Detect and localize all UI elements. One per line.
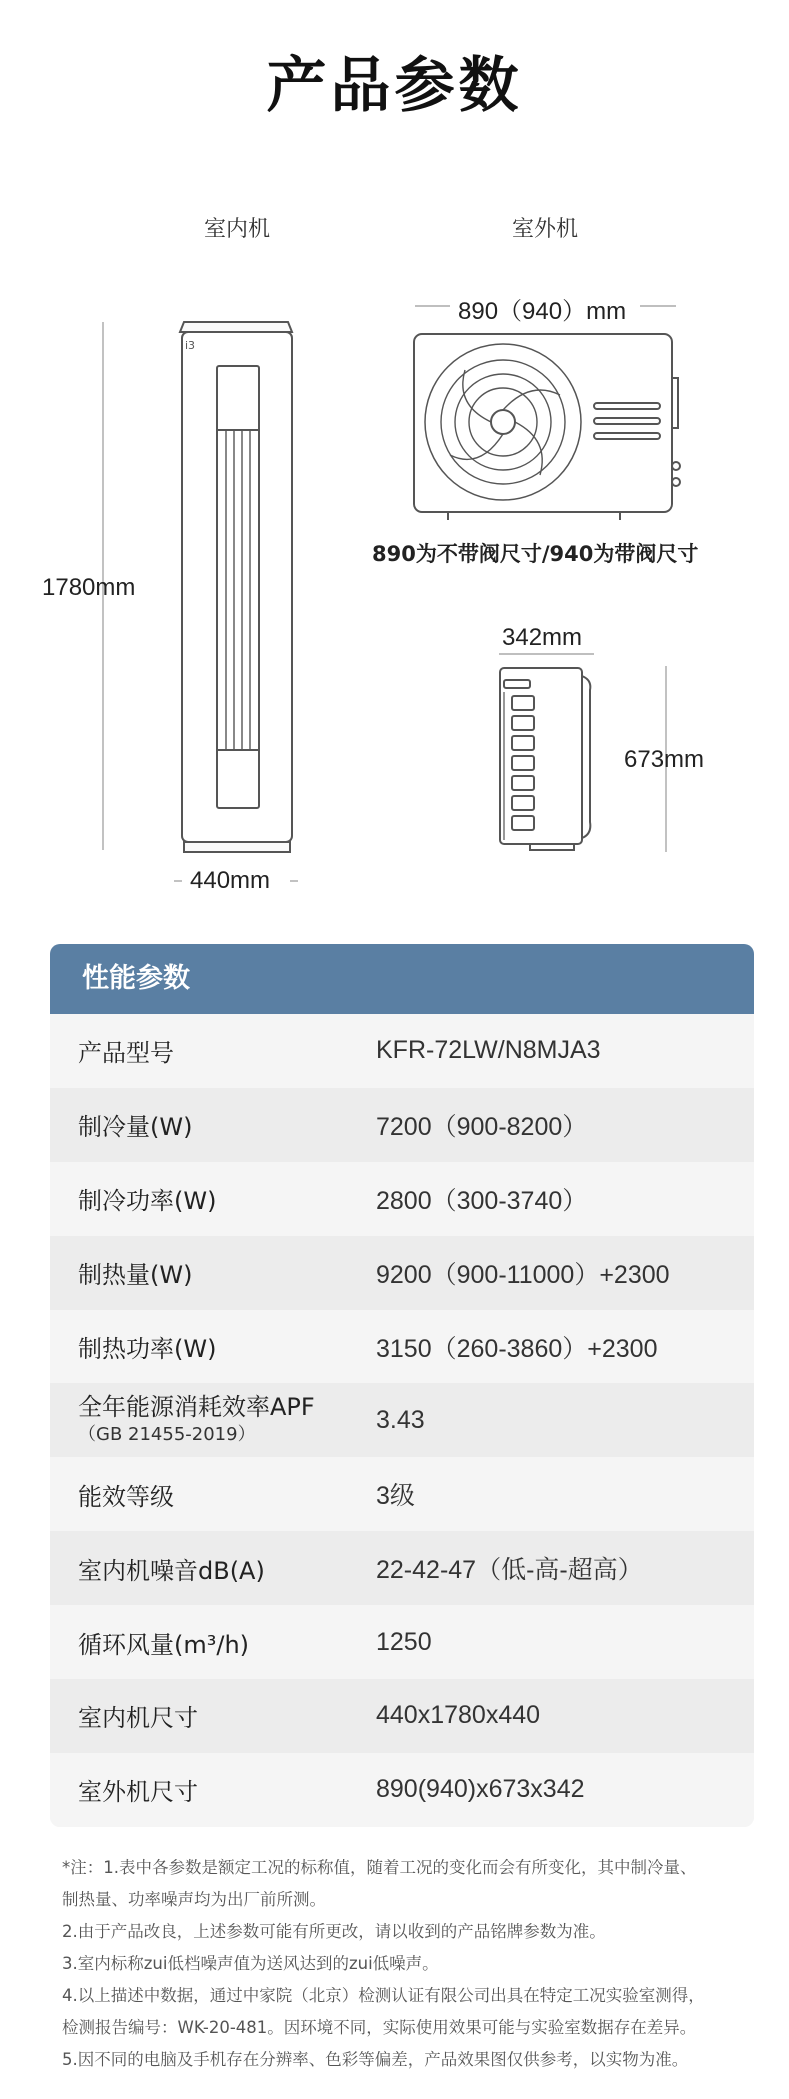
table-row xyxy=(50,1753,754,1827)
note-line: *注：1.表中各参数是额定工况的标称值，随着工况的变化而会有所变化，其中制冷量、 xyxy=(62,1858,697,1877)
row-value: 9200（900-11000）+2300 xyxy=(376,1260,670,1289)
outdoor-unit-label: 室外机 xyxy=(512,217,579,242)
outdoor-unit-side-drawing xyxy=(500,668,590,850)
indoor-unit-drawing xyxy=(180,322,292,852)
row-value: 3.43 xyxy=(376,1405,425,1434)
row-key xyxy=(78,1393,315,1449)
row-value: 2800（300-3740） xyxy=(376,1186,588,1215)
note-line: 制热量、功率噪声均为出厂前所测。 xyxy=(62,1890,326,1909)
table-row xyxy=(50,1236,754,1310)
outdoor-unit-front-drawing xyxy=(414,334,680,520)
row-key: 制热功率(W) xyxy=(78,1335,217,1363)
outdoor-valve-note: 890为不带阀尺寸/940为带阀尺寸 xyxy=(372,542,699,566)
row-key: 产品型号 xyxy=(78,1039,174,1068)
row-value: 22-42-47（低-高-超高） xyxy=(376,1556,643,1585)
indoor-logo: i3 xyxy=(185,339,196,352)
row-key-sub: （GB 21455-2019） xyxy=(78,1424,256,1446)
row-value: 1250 xyxy=(376,1627,432,1656)
table-row xyxy=(50,1014,754,1088)
row-key: 室外机尺寸 xyxy=(78,1778,198,1807)
outdoor-depth-dimension: 342mm xyxy=(502,624,583,651)
outdoor-width-dimension: 890（940）mm xyxy=(458,298,627,325)
row-key: 制冷量(W) xyxy=(78,1113,193,1142)
table-row xyxy=(50,1605,754,1679)
outdoor-height-dimension: 673mm xyxy=(624,746,705,773)
note-line: 4.以上描述中数据，通过中家院（北京）检测认证有限公司出具在特定工况实验室测得， xyxy=(62,1986,705,2005)
note-line: 3.室内标称zui低档噪声值为送风达到的zui低噪声。 xyxy=(62,1954,439,1973)
indoor-unit-label: 室内机 xyxy=(204,217,271,242)
table-row xyxy=(50,1310,754,1384)
table-row xyxy=(50,1383,754,1457)
row-key: 能效等级 xyxy=(78,1482,174,1511)
performance-table xyxy=(50,944,754,1827)
row-value: 3150（260-3860）+2300 xyxy=(376,1334,658,1363)
row-value: 7200（900-8200） xyxy=(376,1112,588,1141)
row-value: 890(940)x673x342 xyxy=(376,1775,585,1804)
note-line: 5.因不同的电脑及手机存在分辨率、色彩等偏差，产品效果图仅供参考，以实物为准。 xyxy=(62,2050,689,2069)
row-key: 室内机尺寸 xyxy=(78,1704,198,1733)
row-value: KFR-72LW/N8MJA3 xyxy=(376,1036,601,1065)
row-value: 3级 xyxy=(376,1482,415,1511)
table-row xyxy=(50,1162,754,1236)
row-key-main: 全年能源消耗效率APF xyxy=(78,1393,315,1422)
note-line: 2.由于产品改良，上述参数可能有所更改，请以收到的产品铭牌参数为准。 xyxy=(62,1922,606,1941)
indoor-height-dimension: 1780mm xyxy=(42,574,136,601)
row-value: 440x1780x440 xyxy=(376,1701,541,1730)
row-key: 制热量(W) xyxy=(78,1261,193,1290)
table-row xyxy=(50,1457,754,1531)
row-key: 循环风量(m³/h) xyxy=(78,1630,250,1659)
row-key: 制冷功率(W) xyxy=(78,1187,217,1216)
table-row xyxy=(50,1531,754,1605)
row-key: 室内机噪音dB(A) xyxy=(78,1556,265,1585)
footnotes xyxy=(62,1852,762,2076)
indoor-width-dimension: 440mm xyxy=(190,867,271,894)
table-row xyxy=(50,1088,754,1162)
table-row xyxy=(50,1679,754,1753)
note-line: 检测报告编号：WK-20-481。因环境不同，实际使用效果可能与实验室数据存在差异。 xyxy=(62,2018,697,2037)
table-header: 性能参数 xyxy=(50,944,754,1014)
page-title: 产品参数 xyxy=(266,51,523,121)
